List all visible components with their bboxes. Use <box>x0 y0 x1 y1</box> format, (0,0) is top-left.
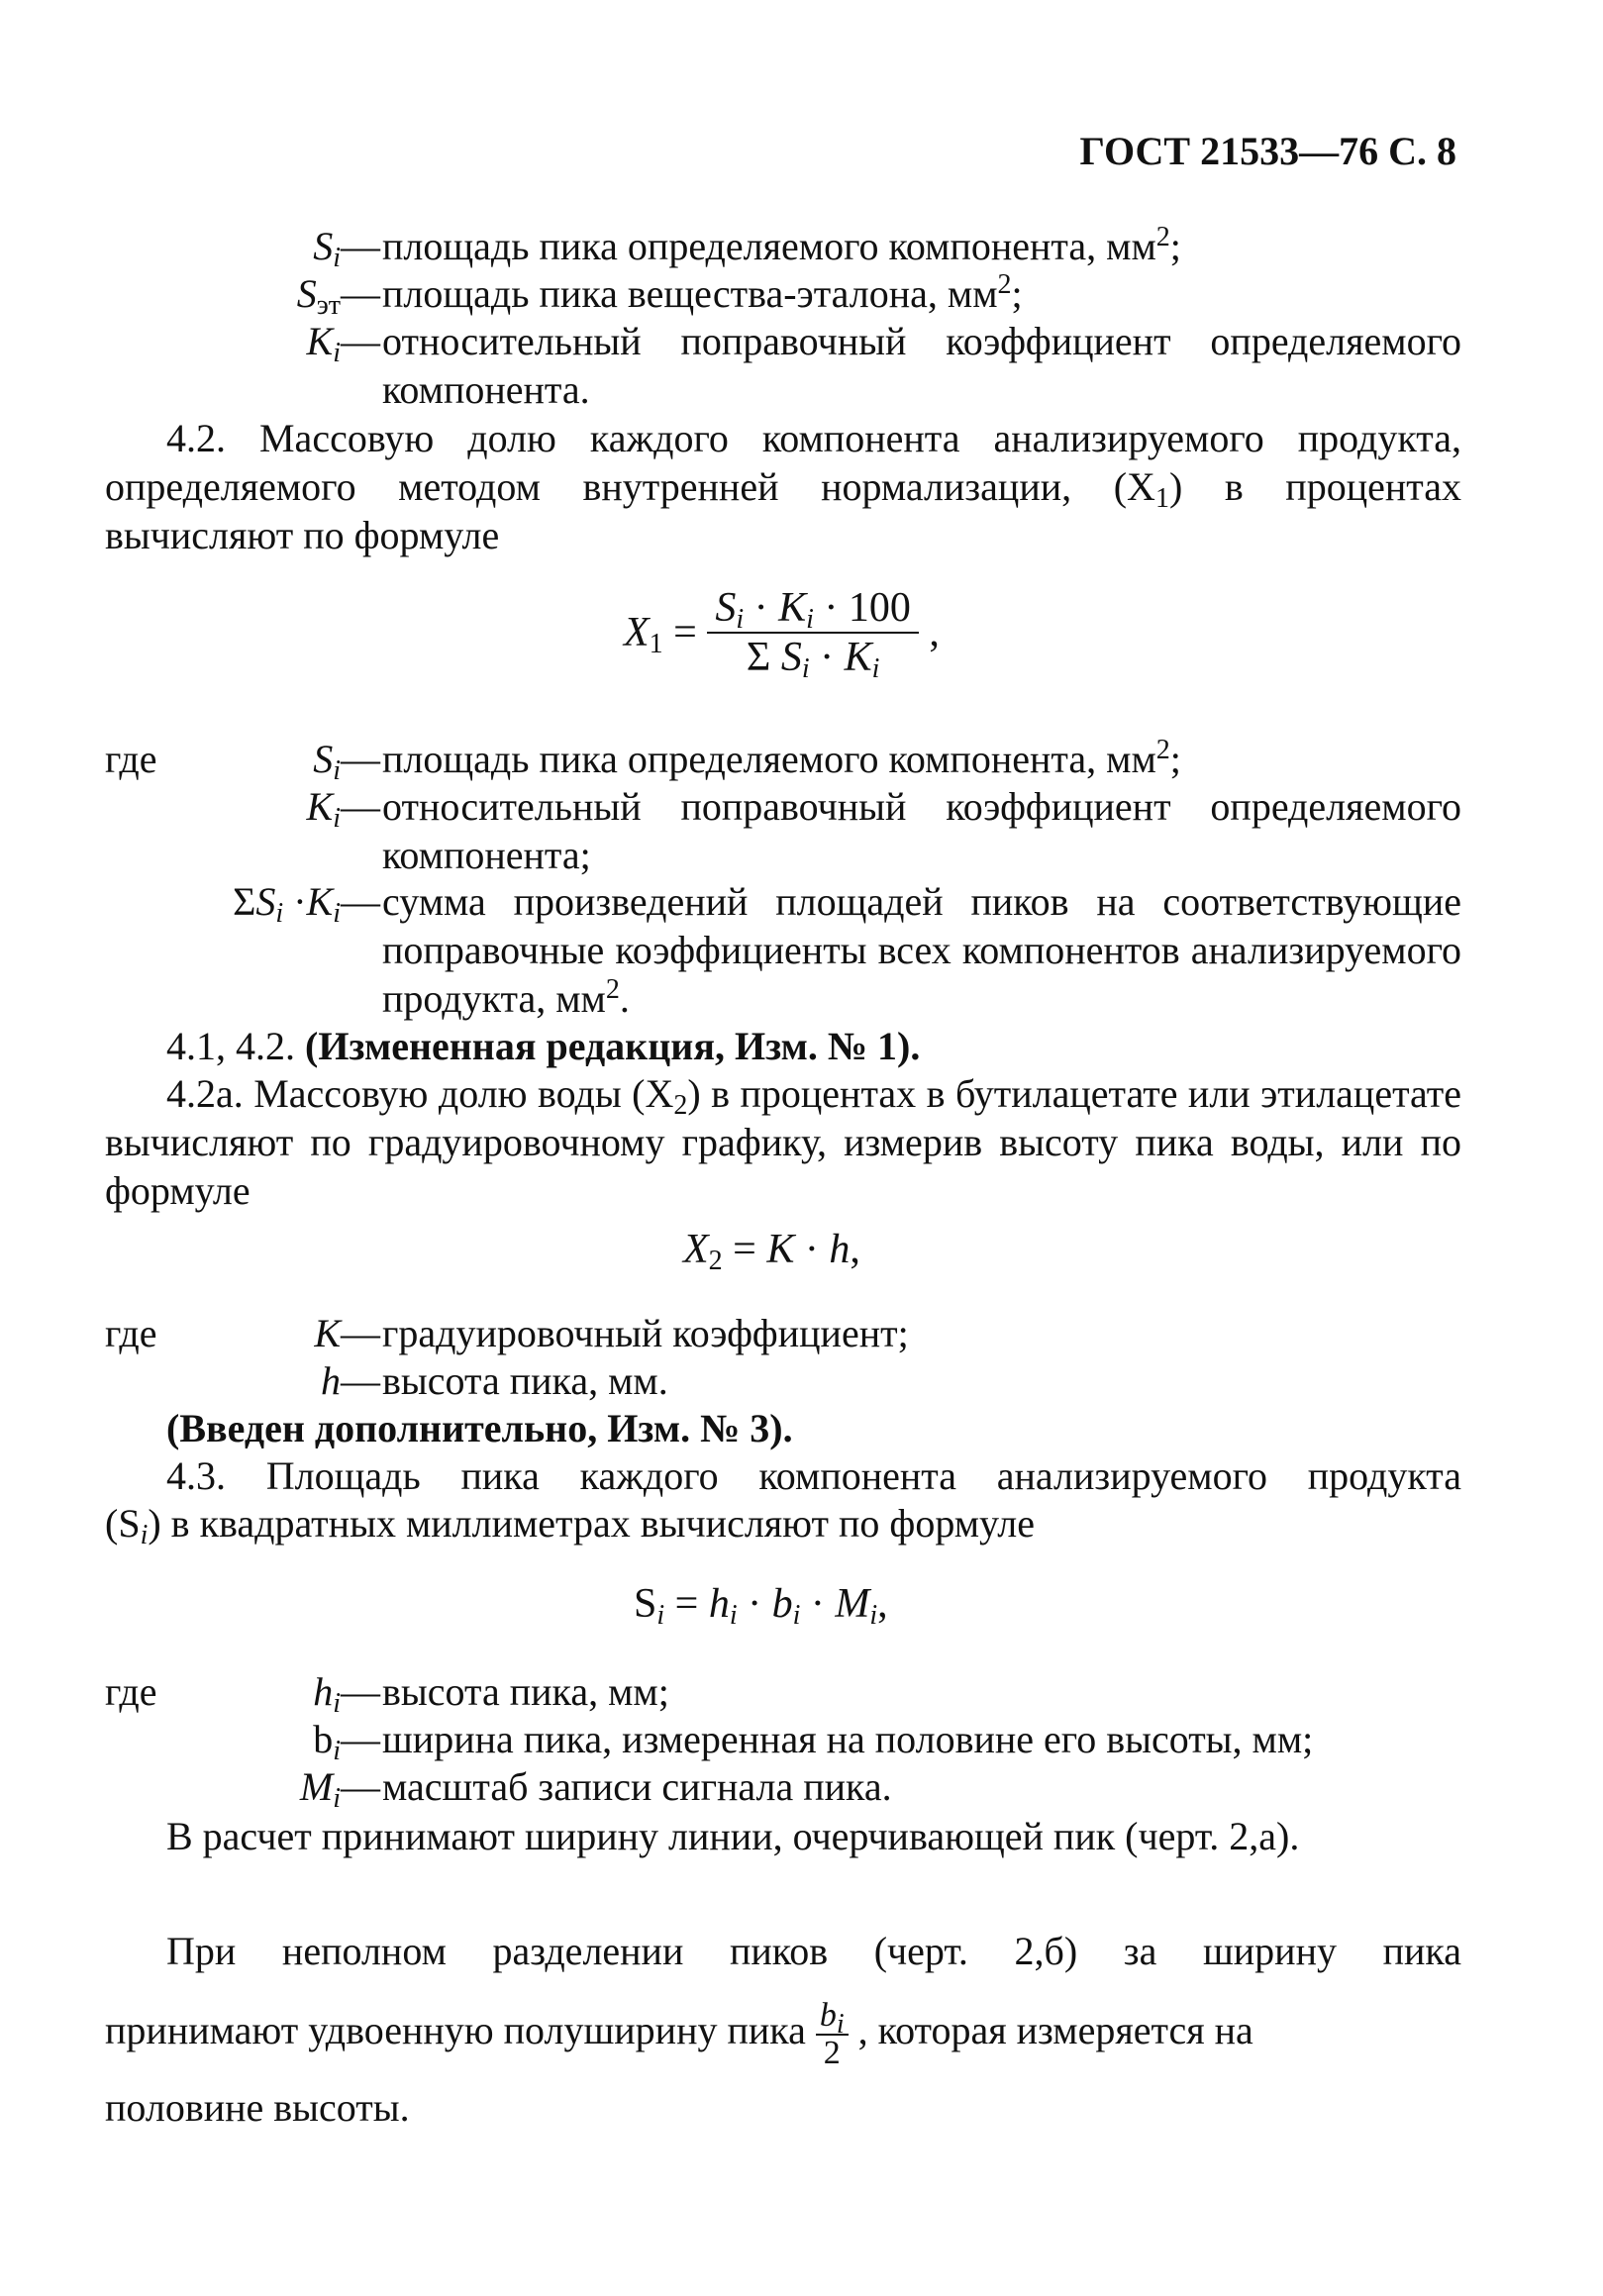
paragraph-4-3-line2: $(S_i)$ в квадратных миллиметрах вычисляют по формуле <box>105 1501 1036 1550</box>
formula-x1-numerator: $S_i \cdot K_i \cdot 100$ <box>707 584 919 634</box>
formula-x1: $X_1$ = $\frac{S_i \cdot K_i \cdot 100}{\Sigma S_i \cdot K_i}$ , <box>624 585 940 684</box>
definition-text: относительный поправочный коэффициент определяемого компонента. <box>382 319 1461 412</box>
paragraph-incomplete-line1: При неполном разделении пиков (черт. 2,б) за ширину пика <box>166 1929 1461 1973</box>
paragraph-calc: В расчет принимают ширину линии, очерчивающей пик (черт. 2,а). <box>166 1814 1300 1858</box>
where-label: где <box>105 737 157 781</box>
formula-x2: $X_2 = K \cdot h$, <box>683 1227 860 1276</box>
paragraph-4-2: 4.2. Массовую долю каждого компонента анализируемого продукта, определяемого методом внутренней нормализации, $(X_1)$ в процентах вычисляют по формуле <box>105 416 1461 557</box>
definition-text: площадь пика определяемого компонента, $мм^2$; <box>382 222 1181 268</box>
formula-x1-denominator: Σ $S_i \cdot K_i$ <box>746 635 880 684</box>
symbol-set: $S_{эт}$ <box>296 271 341 321</box>
amendment-1: 4.1, 4.2. (Измененная редакция, Изм. № 1). <box>166 1024 921 1068</box>
where-label-2: где <box>105 1311 157 1355</box>
symbol-si: $S_i$ <box>313 224 341 273</box>
paragraph-4-2a: 4.2а. Массовую долю воды $(X_2)$ в процентах в бутилацетате или этилацетате вычисляют по градуировочному графику, измерив высоту пика воды, или по формуле <box>105 1071 1461 1213</box>
formula-si: $S_i = h_i \cdot b_i \cdot M_i$, <box>634 1581 888 1631</box>
symbol-ki: $K_i$ <box>306 319 341 368</box>
half-width-fraction: $\frac{b_i}{2}$ <box>816 1998 849 2071</box>
amendment-3: (Введен дополнительно, Изм. № 3). <box>166 1406 793 1450</box>
where-label-3: где <box>105 1669 157 1714</box>
paragraph-incomplete-line2: принимают удвоенную полуширину пика $\frac{b_i}{2}$ , которая измеряется на <box>105 1997 1253 2071</box>
paragraph-incomplete-line3: половине высоты. <box>105 2085 410 2130</box>
page-header: ГОСТ 21533—76 С. 8 <box>1079 129 1456 173</box>
formula-x1-fraction <box>707 584 919 684</box>
document-page: ГОСТ 21533—76 С. 8 $S_i$ — площадь пика определяемого компонента, $мм^2$; $S_{эт}$ — площадь пика вещества-эталона, $мм^2$; $K_i$ — относительный поправочный коэффициент определяемого компонента. 4.2. Массовую долю каждого компонента анализируемого продукта, определяемого методом внутренней нормализации, $(X_1)$ в процентах вычисляют по формуле $X_1$ = $\frac{S_i \cdot K_i \cdot 100}{\Sigma S_i \cdot K_i}$ , где $S_i$ — площадь пика определяемого компонента, $мм^2$; $K_i$ — относительный поправочный коэффициент определяемого компонента; $\Sigma S_i \cdot K_i$ — сумма произведений площадей пиков на соответствующие поправочные коэффициенты всех компонентов анализируемого продукта, $мм^2$. 4.1, 4.2. (Измененная редакция, Изм. № 1). 4.2а. Массовую долю воды $(X_2)$ в процентах в бутилацетате или этилацетате вычисляют по градуировочному графику, измерив высоту пика воды, или по формуле $X_2 = K \cdot h$, где K — градуировочный коэффициент; h — высота пика, мм. (Введен дополнительно, Изм. № 3). 4.3. Площадь пика каждого компонента анализируемого продукта $(S_i)$ в квадратных миллиметрах вычисляют по формуле $S_i = h_i \cdot b_i \cdot M_i$, где $h_i$ — высота пика, мм; $b_i$ — ширина пика, измеренная на половине его высоты, мм; $M_i$ — масштаб записи сигнала пика. В расчет принимают ширину линии, очерчивающей пик (черт. 2,а). При неполном разделении пиков (черт. 2,б) за ширину пика принимают удвоенную полуширину пика $\frac{b_i}{2}$ , которая измеряется на половине высоты. <box>105 129 1461 2130</box>
paragraph-4-3-line1: 4.3. Площадь пика каждого компонента анализируемого продукта <box>166 1453 1461 1498</box>
definition-text: площадь пика вещества-эталона, $мм^2$; <box>382 269 1023 316</box>
